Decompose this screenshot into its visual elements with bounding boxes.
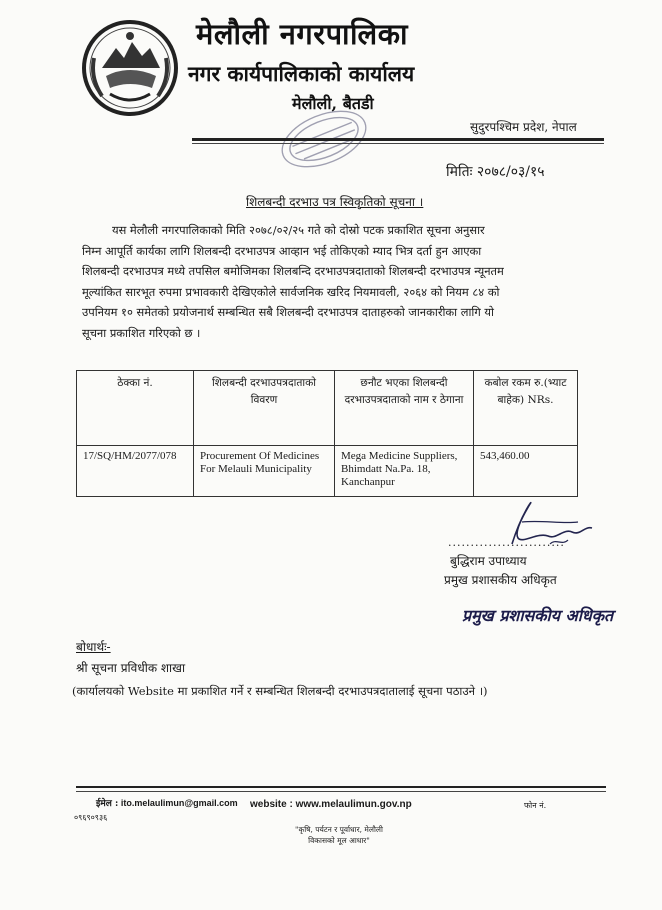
province-text: सुदुरपश्चिम प्रदेश, नेपाल: [470, 120, 577, 134]
cc-instruction: (कार्यालयको Website मा प्रकाशित गर्ने र सम्बन्धित शिलबन्दी दरभाउपत्रदातालाई सूचना पठाउने ।): [72, 684, 488, 698]
cc-recipient: श्री सूचना प्रविधीक शाखा: [76, 661, 186, 675]
signatory-title: प्रमुख प्रशासकीय अधिकृत: [444, 573, 557, 587]
cell-contract-no: 17/SQ/HM/2077/078: [77, 446, 194, 497]
handwritten-signature: [452, 492, 602, 560]
column-header-contract-no: ठेक्का नं.: [77, 371, 194, 446]
table-header-row: [77, 371, 578, 446]
column-header-bidder: छनौट भएका शिलबन्दी दरभाउपत्रदाताको नाम र ठेगाना: [335, 371, 474, 446]
cell-amount: 543,460.00: [474, 446, 578, 497]
office-location: मेलौली, बैतडी: [292, 94, 374, 113]
office-name: नगर कार्यपालिकाको कार्यालय: [188, 61, 415, 86]
phone-label: फोन नं.: [524, 801, 547, 810]
body-line: सूचना प्रकाशित गरिएको छ ।: [82, 325, 201, 340]
footer-rule-thin: [76, 791, 606, 792]
signature-line: ..........................: [448, 536, 565, 549]
body-line: उपनियम १० समेतको प्रयोजनार्थ सम्बन्धित सबै शिलबन्दी दरभाउपत्र दाताहरुको जानकारीका लागि यो: [82, 305, 494, 319]
nepal-emblem-logo: [80, 18, 180, 118]
email-address[interactable]: ito.melaulimun@gmail.com: [120, 798, 238, 808]
cell-bidder: Mega Medicine Suppliers, Bhimdatt Na.Pa. 18, Kanchanpur: [335, 446, 474, 497]
signatory-seal-title: प्रमुख प्रशासकीय अधिकृत: [462, 606, 614, 625]
notice-body: [82, 220, 588, 343]
footer-website[interactable]: website : www.melaulimun.gov.np: [250, 799, 412, 810]
cell-description: Procurement Of Medicines For Melauli Municipality: [194, 446, 335, 497]
email-label: ईमेल :: [96, 799, 119, 809]
column-header-amount: कबोल रकम रु.(भ्याट बाहेक) NRs.: [474, 371, 578, 446]
body-line: यस मेलौली नगरपालिकाको मिति २०७८/०२/२५ गते को दोस्रो पटक प्रकाशित सूचना अनुसार: [112, 223, 485, 237]
table-row: [77, 446, 578, 497]
body-line: मूल्यांकित सारभूत रुपमा प्रभावकारी देखिएकोले सार्वजनिक खरिद नियमावली, २०६४ को नियम ८४ को: [82, 284, 500, 299]
footer-slogan: "कृषि, पर्यटन र पूर्वाधार, मेलौली विकासको मूल आधार": [295, 825, 383, 845]
footer-rule: [76, 786, 606, 788]
body-line: निम्न आपूर्ति कार्यका लागि शिलबन्दी दरभाउपत्र आव्हान भई तोकिएको म्याद भित्र दर्ता हुन आएका: [82, 243, 482, 258]
footer-email: [96, 796, 238, 809]
signatory-name: बुद्धिराम उपाध्याय: [450, 554, 527, 568]
bid-table: [76, 370, 578, 497]
body-line: शिलबन्दी दरभाउपत्र मध्ये तपसिल बमोजिमका शिलबन्दि दरभाउपत्रदाताको शिलबन्दी दरभाउपत्र न्यूनतम: [82, 264, 504, 278]
header-rule: [192, 138, 604, 141]
notice-subject: शिलबन्दी दरभाउ पत्र स्विकृतिको सूचना ।: [246, 195, 424, 209]
notice-date: मितिः २०७८/०३/१५: [446, 164, 545, 180]
municipality-name: मेलौली नगरपालिका: [196, 17, 409, 51]
column-header-description: शिलबन्दी दरभाउपत्रदाताको विवरण: [194, 371, 335, 446]
footer-phone: ०९६९०९३६: [74, 813, 108, 822]
cc-heading: बोधार्थः-: [76, 640, 111, 654]
header-rule-thin: [192, 143, 604, 144]
